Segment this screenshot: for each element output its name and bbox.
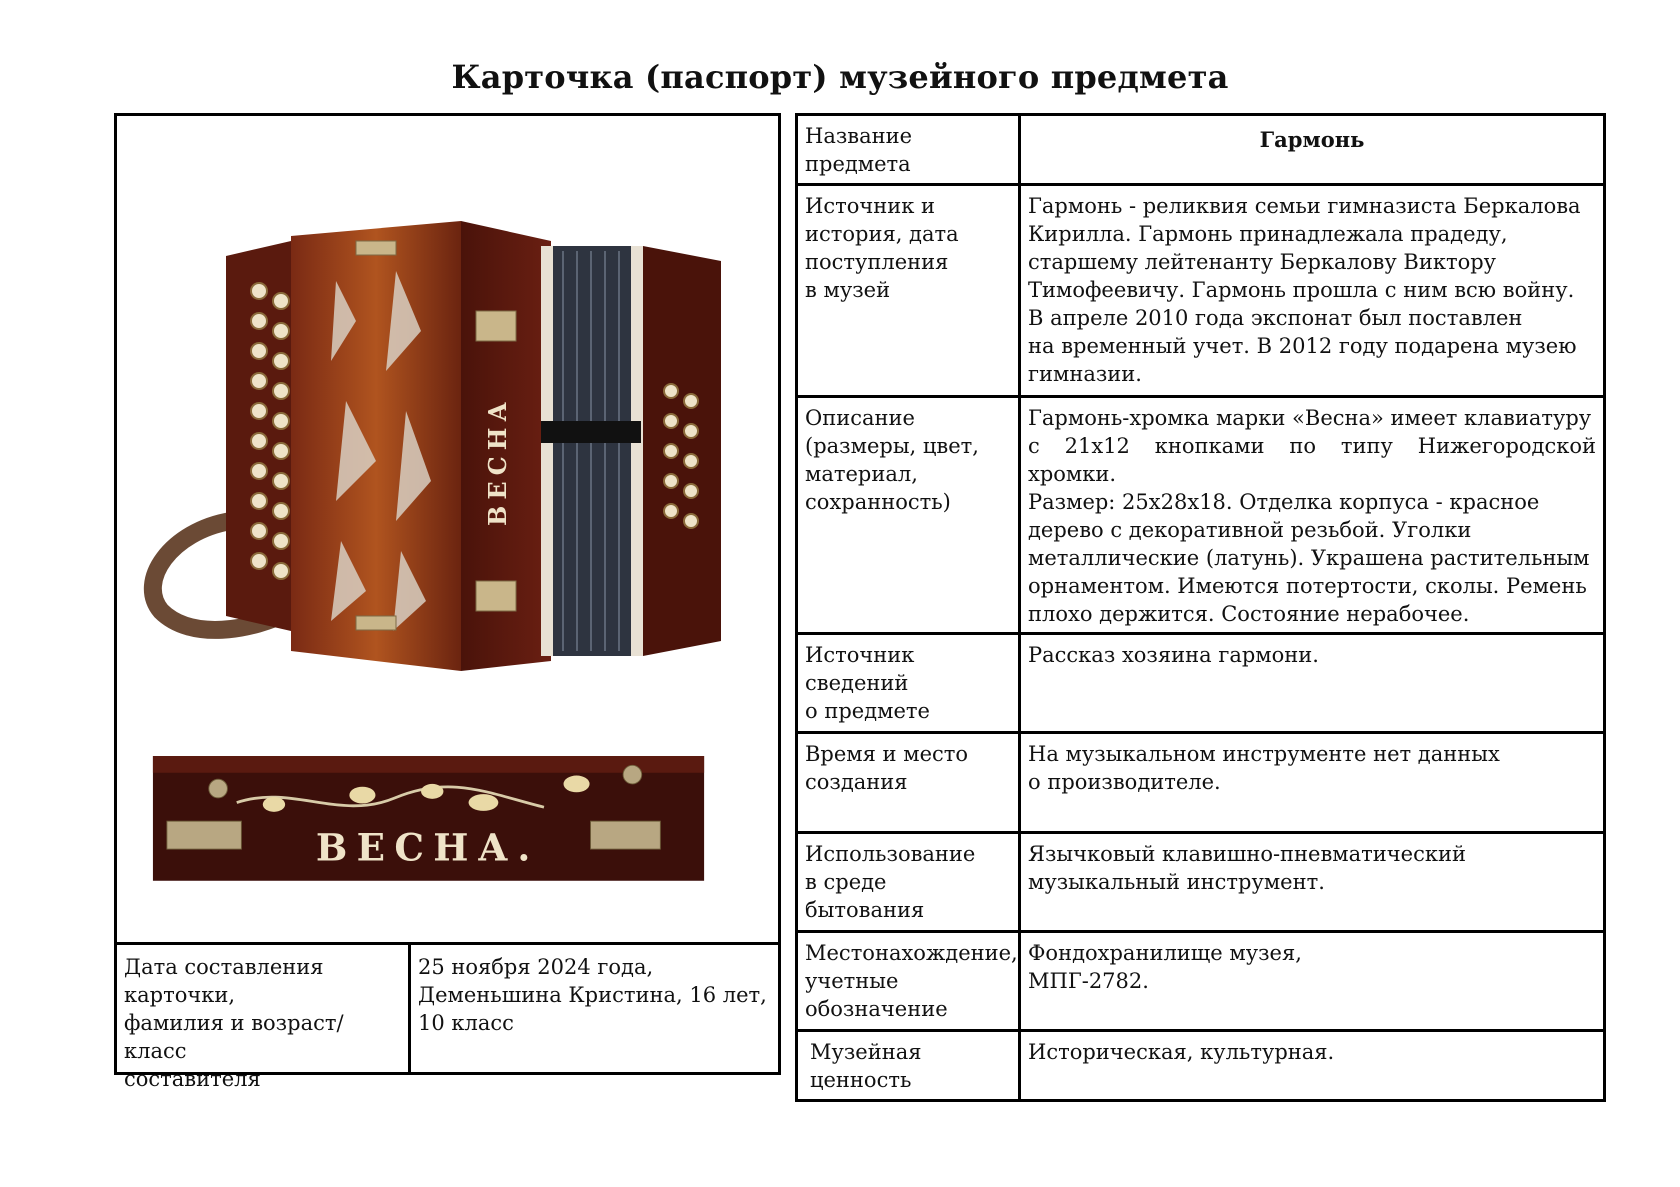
value-line: Размер: 25х28х18. Отделка корпуса - красное: [1028, 490, 1540, 514]
label-line: Время и место: [805, 742, 969, 766]
value-line: Гармонь - реликвия семьи гимназиста Беркалова: [1028, 194, 1581, 218]
row-label: [797, 833, 1020, 932]
label-line: карточки,: [124, 983, 236, 1007]
row-info-source: [797, 634, 1605, 733]
label-line: сведений: [805, 671, 909, 695]
row-usage: [797, 833, 1605, 932]
row-time-place: [797, 733, 1605, 833]
value-line: о производителе.: [1028, 770, 1221, 794]
value-line: Тимофеевичу. Гармонь прошла с ним всю войну.: [1028, 278, 1575, 302]
label-line: создания: [805, 770, 908, 794]
row-label: [797, 1031, 1020, 1101]
row-label: [797, 634, 1020, 733]
accordion-strip-photo: [131, 756, 767, 891]
label-line: составителя: [124, 1067, 261, 1091]
label-line: поступления: [805, 250, 949, 274]
row-description: [797, 397, 1605, 634]
value-line: металлические (латунь). Украшена растительным: [1028, 546, 1590, 570]
row-value: [1020, 634, 1605, 733]
row-value: [1020, 932, 1605, 1031]
value-line: Рассказ хозяина гармони.: [1028, 643, 1319, 667]
row-label: [797, 733, 1020, 833]
row-museum-value: [797, 1031, 1605, 1101]
row-label: [797, 185, 1020, 397]
label-line: Дата составления: [124, 955, 324, 979]
value-line: гимназии.: [1028, 362, 1142, 386]
compiler-info-label: [117, 945, 411, 1091]
label-line: учетные: [805, 969, 899, 993]
label-line: о предмете: [805, 699, 930, 723]
accordion-photo: [131, 161, 731, 801]
value-line: На музыкальном инструменте нет данных: [1028, 742, 1500, 766]
label-line: материал,: [805, 462, 918, 486]
label-line: предмета: [805, 152, 911, 176]
value-line: плохо держится. Состояние нерабочее.: [1028, 602, 1470, 626]
row-value: [1020, 185, 1605, 397]
label-line: Источник: [805, 643, 915, 667]
label-line: Использование: [805, 842, 976, 866]
value-line: МПГ-2782.: [1028, 969, 1149, 993]
strip-brand-label: ВЕСНА.: [315, 825, 540, 870]
item-passport-table: [795, 113, 1606, 1102]
value-line: Деменьшина Кристина, 16 лет,: [418, 983, 767, 1007]
label-line: ценность: [810, 1068, 912, 1092]
row-value: [1020, 397, 1605, 634]
photo-panel: [114, 113, 781, 1091]
label-line: бытования: [805, 898, 925, 922]
row-label: [797, 115, 1020, 185]
value-line: 10 класс: [418, 1011, 514, 1035]
label-line: фамилия и возраст/класс: [124, 1011, 344, 1063]
value-line: Фондохранилище музея,: [1028, 941, 1302, 965]
row-item-name: [797, 115, 1605, 185]
row-source-history: [797, 185, 1605, 397]
label-line: обозначение: [805, 997, 948, 1021]
label-line: (размеры, цвет,: [805, 434, 979, 458]
label-line: сохранность): [805, 490, 951, 514]
label-line: Местонахождение,: [805, 941, 1018, 965]
label-line: Источник и: [805, 194, 936, 218]
value-line: орнаментом. Имеются потертости, сколы. Ремень: [1028, 574, 1587, 598]
value-line: Кирилла. Гармонь принадлежала прадеду,: [1028, 222, 1508, 246]
compiler-info-value: [411, 945, 778, 1072]
row-value: [1020, 833, 1605, 932]
label-line: Музейная: [810, 1040, 922, 1064]
label-line: история, дата: [805, 222, 959, 246]
label-line: Описание: [805, 406, 915, 430]
document-title: Карточка (паспорт) музейного предмета: [451, 58, 1229, 96]
value-line: старшему лейтенанту Беркалову Виктору: [1028, 250, 1497, 274]
row-value: [1020, 1031, 1605, 1101]
value-line: 25 ноября 2024 года,: [418, 955, 654, 979]
label-line: в среде: [805, 870, 887, 894]
item-name-value: [1020, 115, 1605, 185]
accordion-brand-label: ВЕСНА: [483, 396, 512, 526]
label-line: в музей: [805, 278, 891, 302]
value-line: музыкальный инструмент.: [1028, 870, 1325, 894]
value-line: Историческая, культурная.: [1028, 1040, 1335, 1064]
photo-area: [117, 116, 778, 942]
label-line: Название: [805, 124, 913, 148]
row-label: [797, 397, 1020, 634]
value-line: с 21х12 кнопками по типу Нижегородской хромки.: [1028, 434, 1596, 486]
row-value: [1020, 733, 1605, 833]
value-line: на временный учет. В 2012 году подарена музею: [1028, 334, 1577, 358]
row-label: [797, 932, 1020, 1031]
value-line: Гармонь-хромка марки «Весна» имеет клавиатуру: [1028, 406, 1592, 430]
value-line: Гармонь: [1259, 127, 1365, 152]
value-line: дерево с декоративной резьбой. Уголки: [1028, 518, 1472, 542]
row-location: [797, 932, 1605, 1031]
compiler-info-row: [117, 942, 778, 1091]
value-line: Язычковый клавишно-пневматический: [1028, 842, 1466, 866]
value-line: В апреле 2010 года экспонат был поставлен: [1028, 306, 1523, 330]
